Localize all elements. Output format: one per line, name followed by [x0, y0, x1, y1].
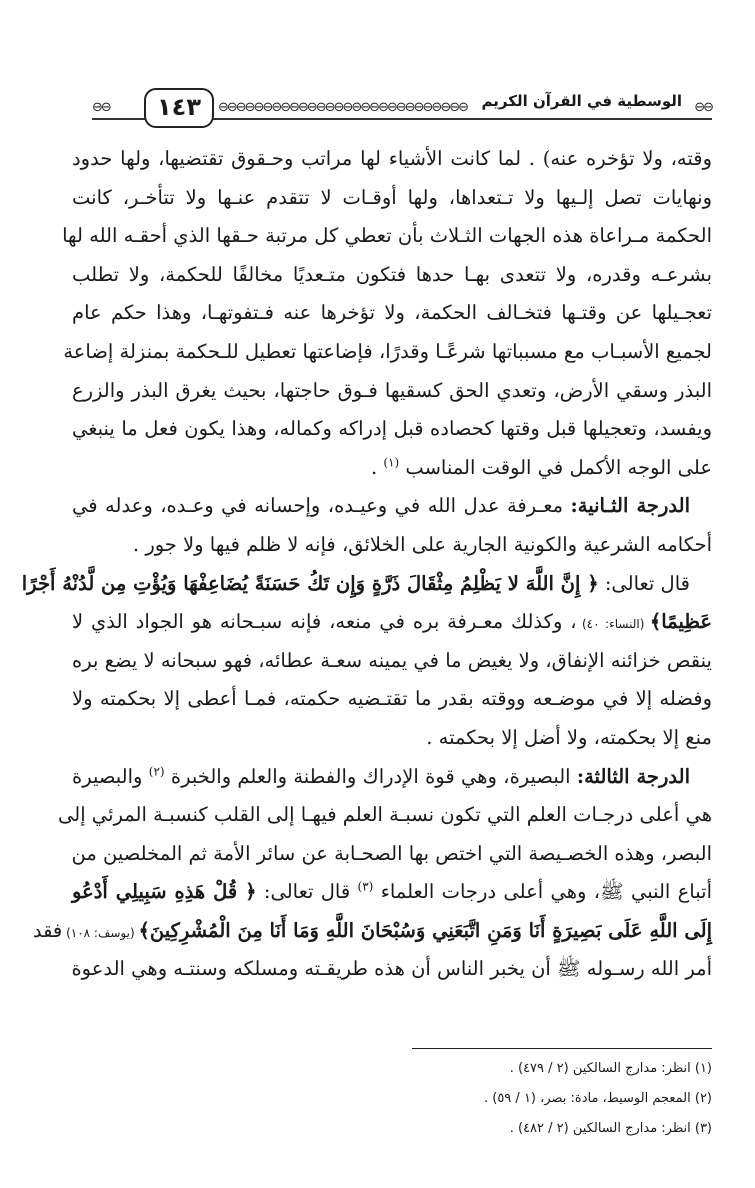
text-line: بشرعـه وقدره، ولا تتعدى بهـا حدها فتكون متـعديًا مخالفًا للحكمة، ولا تطلب: [72, 262, 712, 286]
verse-line: [72, 603, 712, 642]
quran-verse: عَظِيمًا﴾: [649, 610, 712, 634]
line-text: فقد: [32, 918, 63, 942]
running-title: الوسطية في القرآن الكريم: [481, 92, 682, 110]
text-line: تعجـيلها عن وقتـها فتخـالف الحكمة، ولا تؤخرها عنه فـتفوتهـا، وهذا حكم عام: [72, 301, 712, 325]
text-line: البذر وسقي الأرض، وتعدي الحق كسقيها فـوق حاجتها، بحيث يغرق البذر والزرع: [72, 378, 712, 402]
page-number: ١٤٣: [144, 88, 214, 128]
text-line: أحكامه الشرعية والكونية الجارية على الخلائق، فإنه لا ظلم فيها ولا جور .: [132, 532, 712, 556]
line-end: .: [370, 455, 384, 479]
header-ornament-right: ⊖⊖: [694, 100, 712, 115]
line-text: ، وكذلك معـرفة بره في منعه، فإنه سبـحانه هو الجواد الذي لا: [72, 610, 577, 634]
text-line: البصر، وهذه الخصـيصة التي اختص بها الصحـابة عن سائر الأمة ثم المخلصين من: [71, 841, 712, 865]
text-line: وقته، ولا تؤخره عنه) . لما كانت الأشياء لها مراتب وحـقوق تقتضيها، ولها حدود: [72, 147, 712, 170]
line-text: قال تعالى:: [598, 571, 690, 595]
footnote-marker: (٢): [148, 764, 165, 778]
verse-line: [21, 565, 712, 604]
text-line: لجميع الأسبـاب مع مسبباتها شرعًـا وقدرًا، فإضاعتها تعطيل للـحكمة بمنزلة إضاعة: [63, 339, 712, 363]
text-line: هي أعلى درجـات العلم التي تكون نسبـة العلم فيهـا إلى القلب كنسبـة المرئي إلى: [58, 803, 712, 827]
text-line: الحكمة مـراعاة هذه الجهات الثـلاث بأن تعطي كل مرتبة حـقها الذي أحقـه الله لها: [62, 224, 712, 248]
page-header: [92, 88, 712, 124]
text-line: أمر الله رسـوله ﷺ أن يخبر الناس أن هذه طريقـته ومسلكه وسنتـه وهي الدعوة: [71, 957, 712, 981]
footnote-marker: (١): [383, 455, 400, 470]
quran-verse: ﴿ قُلْ هَذِهِ سَبِيلِي أَدْعُو: [72, 880, 257, 904]
line-text: البصيرة، وهي قوة الإدراك والفطنة والعلم والخبرة: [164, 764, 577, 788]
text-line: منع إلا بحكمته، ولا أضل إلا بحكمته .: [426, 725, 712, 749]
verse-reference: (يوسف: ١٠٨): [62, 925, 139, 940]
line-text: على الوجه الأكمل في الوقت المناسب: [405, 455, 712, 479]
line-text: معـرفة عدل الله في وعيـده، وإحسانه في وعـده، وعدله في: [72, 494, 571, 518]
quran-verse: إِلَى اللَّهِ عَلَى بَصِيرَةٍ أَنَا وَمَنِ اتَّبَعَنِي وَسُبْحَانَ اللَّهِ وَمَا أَنَا مِنَ الْمُشْرِكِينَ﴾: [138, 918, 712, 942]
header-ornament-middle: ⊖⊖⊖⊖⊖⊖⊖⊖⊖⊖⊖⊖⊖⊖⊖⊖⊖⊖⊖⊖⊖⊖⊖⊖⊖⊖⊖⊖: [218, 100, 467, 115]
line-text: أتباع النبي ﷺ، وهي أعلى درجات العلماء: [373, 880, 712, 904]
quran-verse: ﴿ إِنَّ اللَّهَ لا يَظْلِمُ مِثْقَالَ ذَرَّةٍ وَإِن تَكُ حَسَنَةً يُضَاعِفْهَا وَيُؤْتِ مِن لَّدُنْهُ أَجْرًا: [21, 571, 599, 595]
text-line: ينقص خزائنه الإنفاق، ولا يغيض ما في يمينه سعـة عطائه، فهو سبحانه لا يضع بره: [72, 648, 712, 672]
verse-line: [32, 912, 712, 951]
footnote: (٢) المعجم الوسيط، مادة: بصر، (١ / ٥٩) .: [483, 1091, 712, 1106]
header-ornament-left: ⊖⊖: [92, 100, 110, 115]
text-line: وفضله إلا في موضـعه ووقته بقدر ما تقتـضيه حكمته، فمـا أعطى إلا بحكمته ولا: [72, 687, 712, 711]
verse-reference: (النساء: ٤٠): [576, 617, 650, 632]
paragraph-heading-line: [72, 758, 712, 797]
line-text: والبصيرة: [72, 764, 149, 788]
section-heading-3: الدرجة الثالثة:: [576, 764, 690, 788]
footnote: (١) انظر: مدارج السالكين (٢ / ٤٧٩) .: [509, 1061, 712, 1076]
verse-line: [72, 873, 712, 912]
footnote-separator: [412, 1048, 712, 1049]
line-text: قال تعالى:: [256, 880, 358, 904]
footnote: (٣) انظر: مدارج السالكين (٢ / ٤٨٢) .: [509, 1121, 712, 1136]
text-line: ويفسد، وتعجيلها قبل وقتها كحصاده قبل إدراكه وكماله، وهذا يكون فعل ما ينبغي: [72, 417, 712, 441]
footnote-marker: (٣): [357, 879, 374, 894]
text-line: [72, 449, 712, 488]
section-heading-2: الدرجة الثـانية:: [570, 494, 690, 518]
text-line: ونهايات تصل إلـيها ولا تـتعداها، ولها أوقـات لا تتقدم عنـها ولا تتأخـر، كانت: [72, 185, 712, 209]
main-text: [21, 140, 712, 989]
footnotes: [72, 1054, 712, 1144]
paragraph-heading-line: [72, 487, 712, 526]
